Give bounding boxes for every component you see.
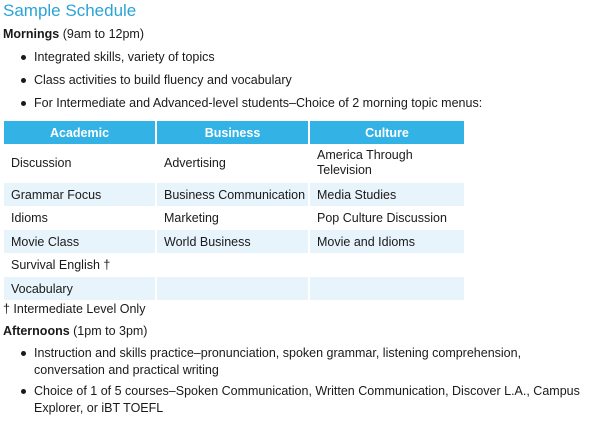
footnote: † Intermediate Level Only [3,302,146,316]
table-row [4,207,464,230]
afternoons-label: Afternoons [3,324,70,338]
table-cell [310,254,464,277]
table-cell: Grammar Focus [4,183,157,207]
table-row [4,277,464,301]
topic-menu-table [4,121,464,301]
page-title: Sample Schedule [3,1,137,20]
table-cell [157,277,310,301]
mornings-time: (9am to 12pm) [59,27,145,41]
table-cell [310,277,464,301]
list-item: For Intermediate and Advanced-level students–Choice of 2 morning topic menus: [0,95,600,112]
table-cell: Business Communication [157,183,310,207]
table-cell: Movie and Idioms [310,230,464,254]
table-cell: Media Studies [310,183,464,207]
column-header-business: Business [157,121,310,144]
table-cell: Advertising [157,144,310,183]
afternoons-time: (1pm to 3pm) [69,324,148,338]
table-row [4,254,464,277]
afternoons-bullet-list [0,345,590,423]
column-header-academic: Academic [4,121,157,144]
table-row [4,183,464,207]
table-row [4,144,464,183]
table-row [4,230,464,254]
mornings-label: Mornings [3,27,60,41]
column-header-culture: Culture [310,121,464,144]
mornings-bullet-list [0,49,600,118]
table-header-row [4,121,464,144]
table-cell [157,254,310,277]
mornings-heading [3,27,144,41]
table-cell: World Business [157,230,310,254]
table-cell: Survival English † [4,254,157,277]
list-item: Choice of 1 of 5 courses–Spoken Communication, Written Communication, Discover L.A., Campus Explorer, or iBT TOEFL [0,383,590,417]
table-cell: Pop Culture Discussion [310,207,464,230]
list-item: Integrated skills, variety of topics [0,49,600,66]
list-item: Instruction and skills practice–pronunciation, spoken grammar, listening comprehension, conversation and practical writing [0,345,590,379]
table-cell: Marketing [157,207,310,230]
table-cell: Movie Class [4,230,157,254]
afternoons-heading [3,324,147,338]
list-item: Class activities to build fluency and vocabulary [0,72,600,89]
table-cell: Discussion [4,144,157,183]
table-cell: Vocabulary [4,277,157,301]
table-cell: Idioms [4,207,157,230]
table-cell: America Through Television [310,144,464,183]
